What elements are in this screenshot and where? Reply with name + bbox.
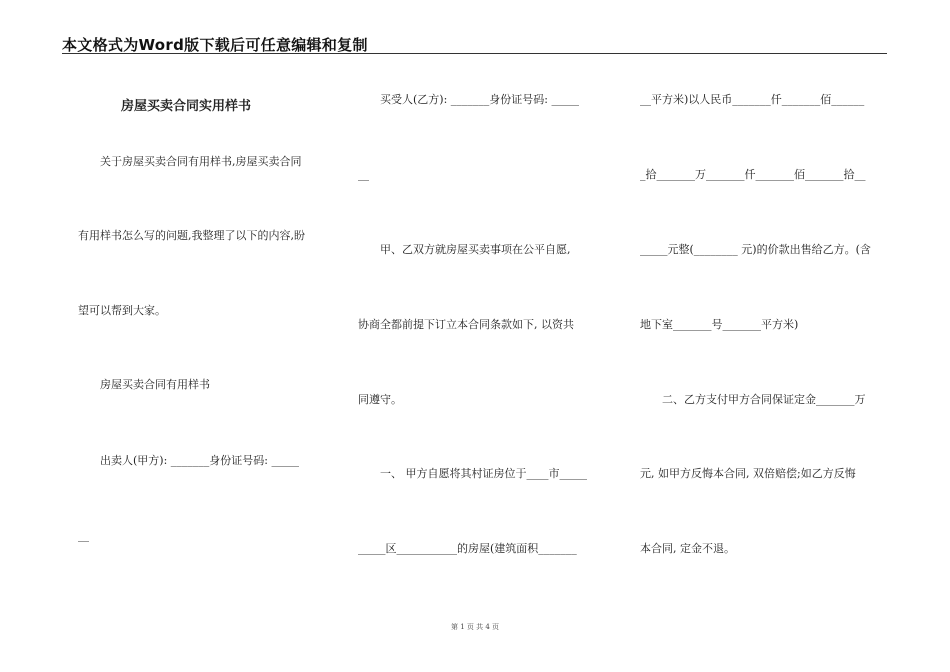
paragraph-line: 协商全都前提下订立本合同条款如下, 以资共: [358, 318, 574, 331]
paragraph-line: 二、乙方支付甲方合同保证定金_______万: [662, 393, 866, 406]
paragraph-line: 有用样书怎么写的问题,我整理了以下的内容,盼: [78, 229, 305, 242]
page-number: 第 1 页 共 4 页: [450, 623, 500, 631]
paragraph-line: 同遵守。: [358, 393, 402, 406]
document-title: 房屋买卖合同实用样书: [121, 99, 252, 114]
paragraph-line: 望可以帮到大家。: [78, 304, 166, 317]
paragraph-line: __平方米)以人民币_______仟_______佰______: [640, 93, 865, 106]
paragraph-line: 地下室_______号_______平方米): [640, 318, 799, 331]
paragraph-line: __: [358, 168, 369, 181]
paragraph-line: _____区___________的房屋(建筑面积_______: [358, 542, 577, 555]
header-divider: [62, 53, 887, 54]
paragraph-line: 一、 甲方自愿将其村证房位于____市_____: [380, 467, 587, 480]
paragraph-line: 买受人(乙方): _______身份证号码: _____: [380, 93, 579, 106]
paragraph-line: _____元整(________ 元)的价款出售给乙方。(含: [640, 243, 871, 256]
paragraph-line: 本合同, 定金不退。: [640, 542, 735, 555]
paragraph-line: 出卖人(甲方): _______身份证号码: _____: [100, 454, 299, 467]
paragraph-line: 元, 如甲方反悔本合同, 双倍赔偿;如乙方反悔: [640, 467, 856, 480]
paragraph-line: 关于房屋买卖合同有用样书,房屋买卖合同: [100, 155, 302, 168]
paragraph-line: _拾_______万_______仟_______佰_______拾__: [640, 168, 866, 181]
paragraph-line: __: [78, 529, 89, 542]
paragraph-line: 房屋买卖合同有用样书: [100, 378, 210, 391]
paragraph-line: 甲、乙双方就房屋买卖事项在公平自愿,: [380, 243, 571, 256]
document-header: 本文格式为Word版下载后可任意编辑和复制: [62, 36, 368, 54]
